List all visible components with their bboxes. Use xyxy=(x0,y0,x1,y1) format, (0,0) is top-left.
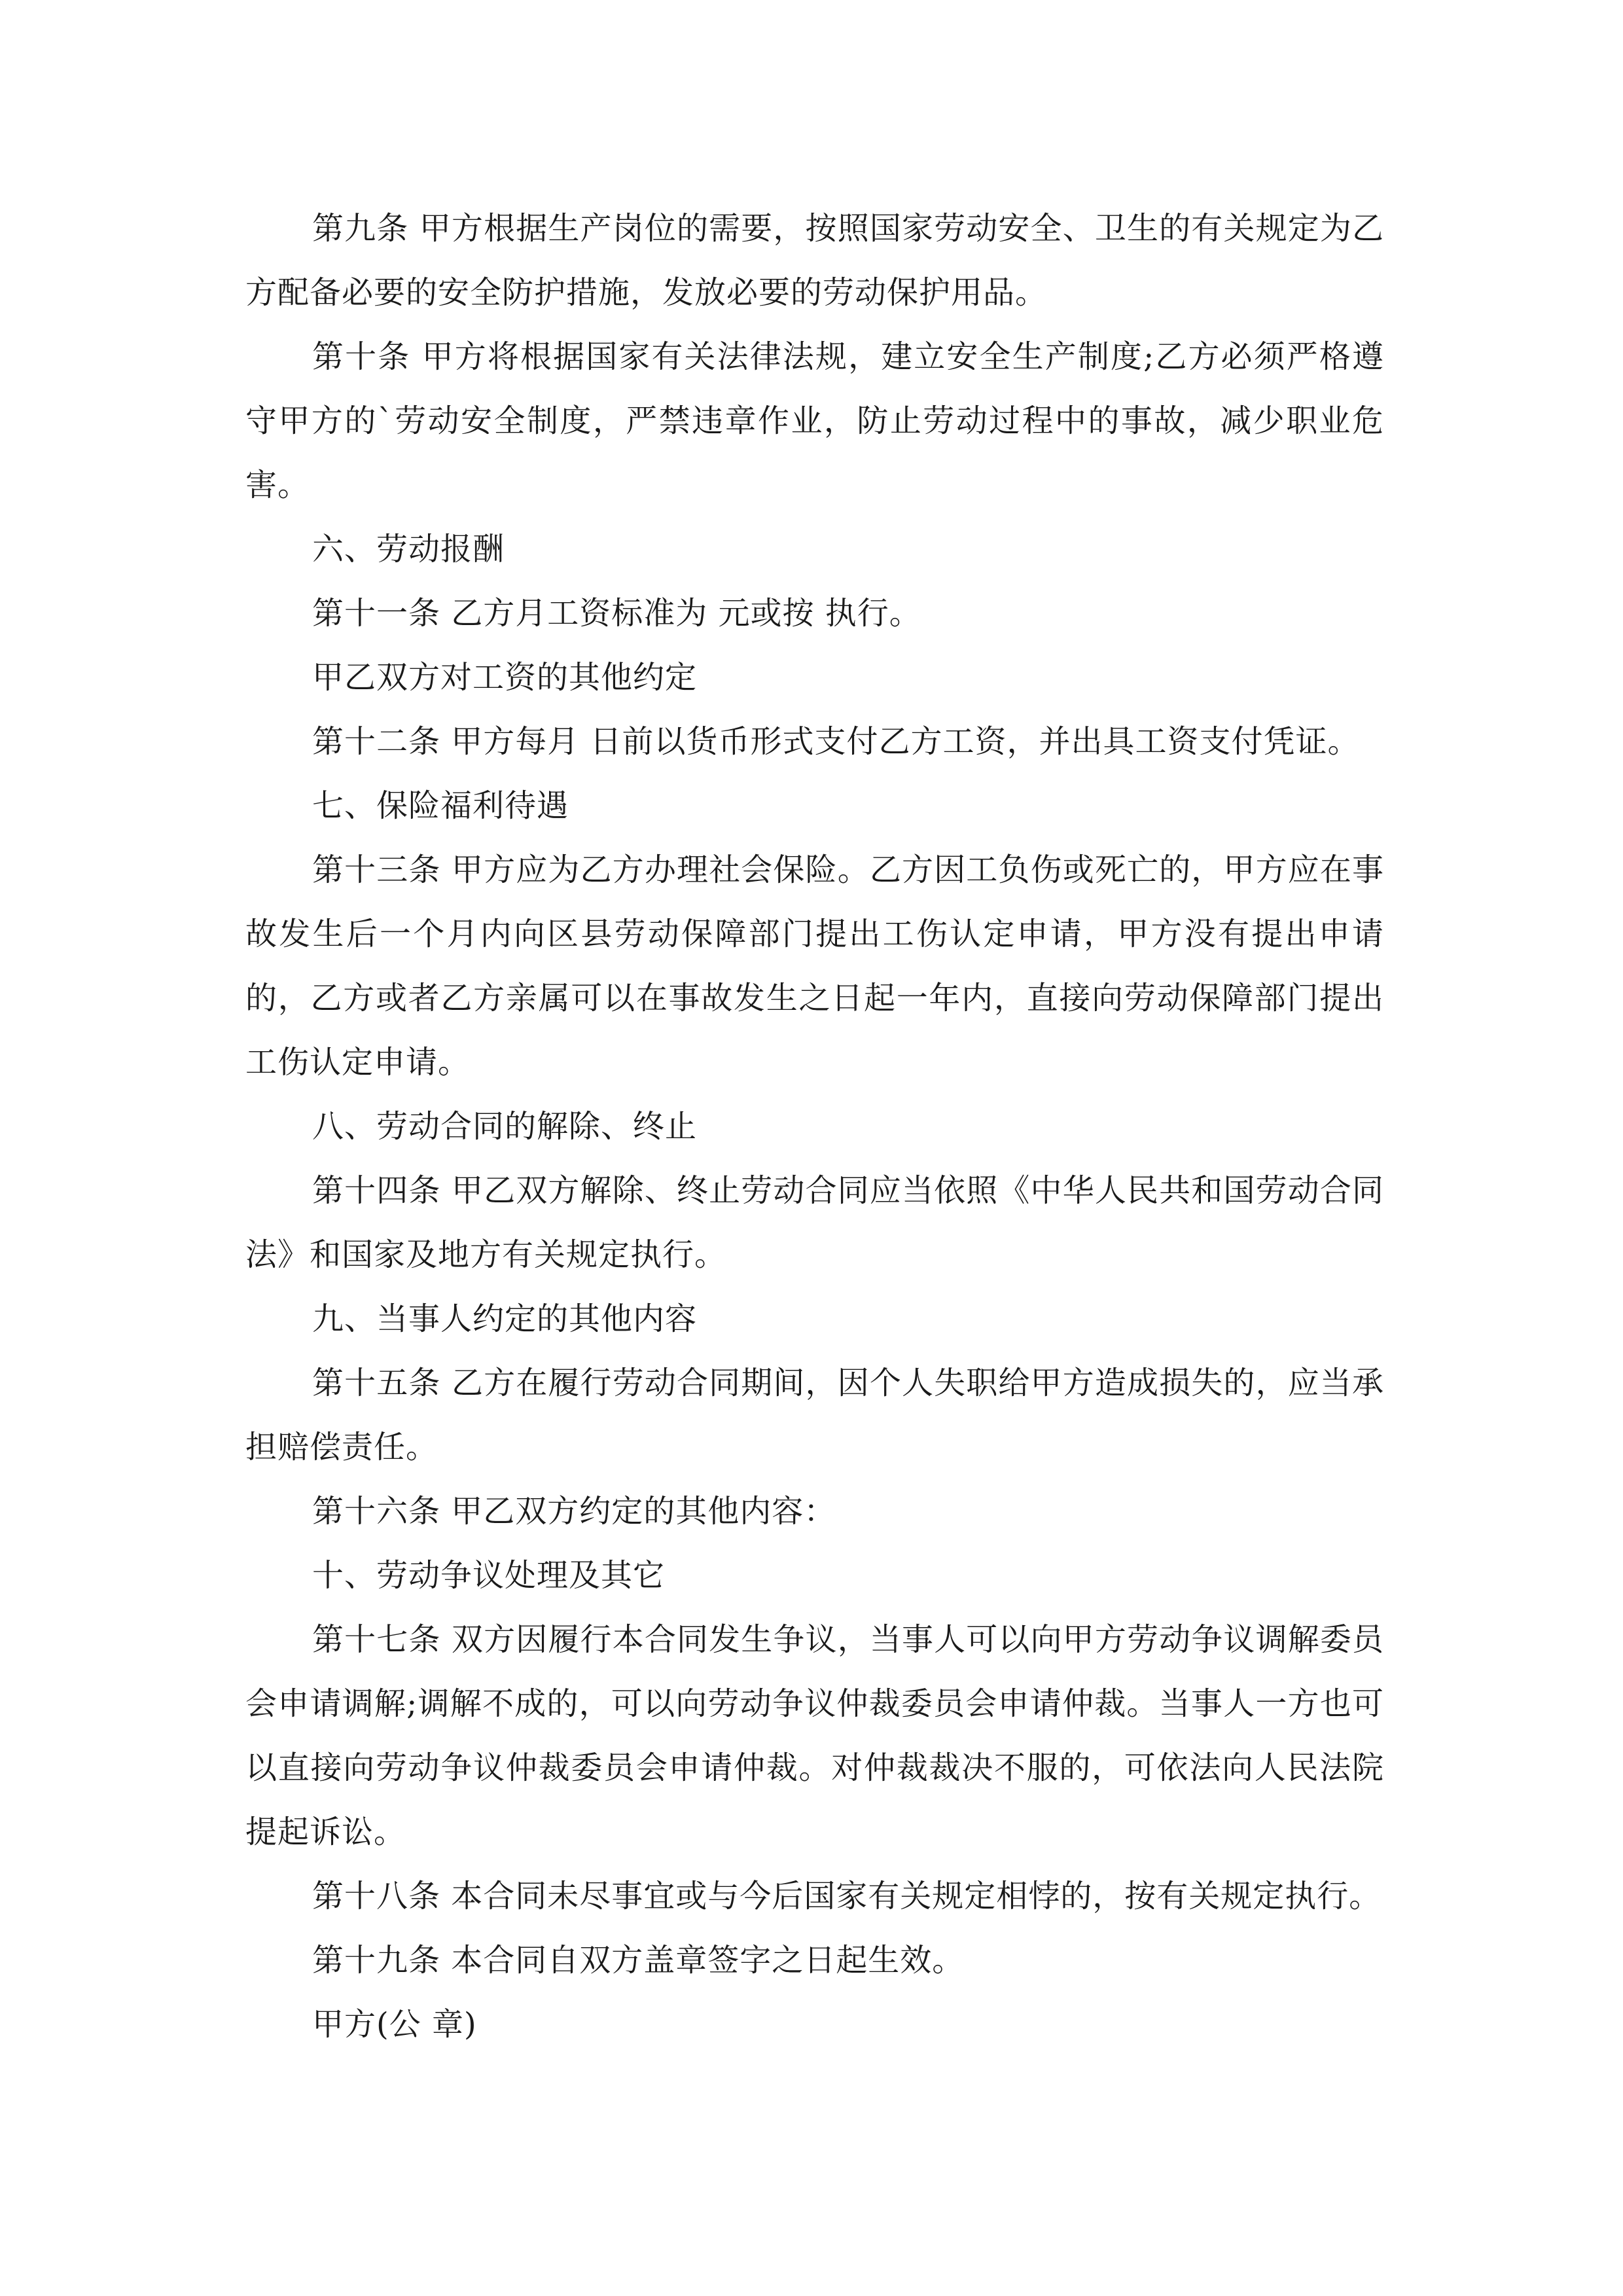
section-heading-insurance: 七、保险福利待遇 xyxy=(312,787,569,824)
article-12: 第十二条 甲方每月 日前以货币形式支付乙方工资，并出具工资支付凭证。 xyxy=(312,723,1360,760)
article-18: 第十八条 本合同未尽事宜或与今后国家有关规定相悖的，按有关规定执行。 xyxy=(312,1878,1382,1914)
article-19: 第十九条 本合同自双方盖章签字之日起生效。 xyxy=(312,1942,965,1979)
section-heading-termination: 八、劳动合同的解除、终止 xyxy=(312,1108,698,1145)
party-a-seal-line: 甲方(公 章) xyxy=(312,2006,477,2043)
article-16: 第十六条 甲乙双方约定的其他内容： xyxy=(312,1493,836,1530)
article-13: 第十三条 甲方应为乙方办理社会保险。乙方因工负伤或死亡的，甲方应在事故发生后一个月内向区县劳动保障部门提出工伤认定申请，甲方没有提出申请的，乙方或者乙方亲属可以在事故发生之日起一年内，直接向劳动保障部门提出工伤认定申请。 xyxy=(245,852,1384,1081)
article-15: 第十五条 乙方在履行劳动合同期间，因个人失职给甲方造成损失的，应当承担赔偿责任。 xyxy=(245,1365,1384,1465)
article-11: 第十一条 乙方月工资标准为 元或按 执行。 xyxy=(312,595,921,632)
document-body xyxy=(245,196,1384,2056)
section-heading-remuneration: 六、劳动报酬 xyxy=(312,531,505,567)
article-17: 第十七条 双方因履行本合同发生争议，当事人可以向甲方劳动争议调解委员会申请调解;调解不成的，可以向劳动争议仲裁委员会申请仲裁。当事人一方也可以直接向劳动争议仲裁委员会申请仲裁。对仲裁裁决不服的，可依法向人民法院提起诉讼。 xyxy=(245,1621,1384,1850)
article-14: 第十四条 甲乙双方解除、终止劳动合同应当依照《中华人民共和国劳动合同法》和国家及地方有关规定执行。 xyxy=(245,1172,1384,1273)
section-heading-other-content: 九、当事人约定的其他内容 xyxy=(312,1300,698,1337)
wage-other-agreement: 甲乙双方对工资的其他约定 xyxy=(312,659,698,696)
article-10: 第十条 甲方将根据国家有关法律法规，建立安全生产制度;乙方必须严格遵守甲方的`劳动安全制度，严禁违章作业，防止劳动过程中的事故，减少职业危害。 xyxy=(245,338,1384,503)
article-9: 第九条 甲方根据生产岗位的需要，按照国家劳动安全、卫生的有关规定为乙方配备必要的安全防护措施，发放必要的劳动保护用品。 xyxy=(245,210,1384,311)
section-heading-disputes: 十、劳动争议处理及其它 xyxy=(312,1557,666,1594)
